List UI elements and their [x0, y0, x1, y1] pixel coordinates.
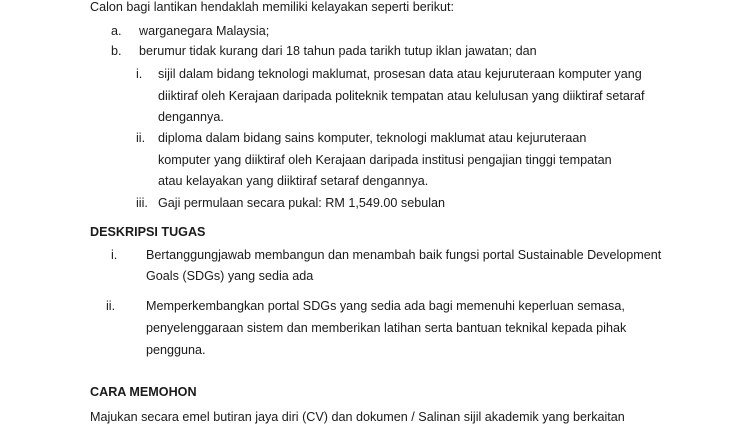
duty-ii-line: pengguna. [146, 343, 206, 357]
duty-ii-line: penyelenggaraan sistem dan memberikan latihan serta bantuan teknikal kepada pihak [146, 321, 627, 335]
duty-i-marker: i. [111, 248, 118, 262]
duty-ii-line: Memperkembangkan portal SDGs yang sedia ada bagi memenuhi keperluan semasa, [146, 299, 625, 313]
sub-i-marker: i. [136, 67, 143, 81]
sub-ii-line: komputer yang diiktiraf oleh Kerajaan daripada institusi pengajian tinggi tempatan [158, 153, 612, 167]
sub-ii-line: diploma dalam bidang sains komputer, teknologi maklumat atau kejuruteraan [158, 131, 587, 145]
sub-i-line: dengannya. [158, 110, 224, 124]
duty-i-line: Bertanggungjawab membangun dan menambah baik fungsi portal Sustainable Development [146, 248, 662, 262]
sub-i-line: sijil dalam bidang teknologi maklumat, prosesan data atau kejuruteraan komputer yang [158, 67, 642, 81]
sub-i-line: diiktiraf oleh Kerajaan daripada politeknik tempatan atau kelulusan yang diiktiraf setaraf [158, 89, 645, 103]
duty-i-line: Goals (SDGs) yang sedia ada [146, 269, 314, 283]
sub-ii-marker: ii. [136, 131, 146, 145]
req-a-marker: a. [111, 24, 122, 38]
req-b-text: berumur tidak kurang dari 18 tahun pada tarikh tutup iklan jawatan; dan [139, 44, 537, 58]
sub-iii-marker: iii. [136, 196, 148, 210]
sub-iii-line: Gaji permulaan secara pukal: RM 1,549.00 sebulan [158, 196, 446, 210]
duties-heading: DESKRIPSI TUGAS [90, 225, 206, 239]
apply-text: Majukan secara emel butiran jaya diri (CV) dan dokumen / Salinan sijil akademik yang berkaitan [90, 410, 625, 424]
sub-ii-line: atau kelayakan yang diiktiraf setaraf dengannya. [158, 174, 429, 188]
req-b-marker: b. [111, 44, 122, 58]
duty-ii-marker: ii. [106, 299, 116, 313]
apply-heading: CARA MEMOHON [90, 385, 197, 399]
intro-text: Calon bagi lantikan hendaklah memiliki kelayakan seperti berikut: [90, 0, 455, 14]
req-a-text: warganegara Malaysia; [139, 24, 270, 38]
